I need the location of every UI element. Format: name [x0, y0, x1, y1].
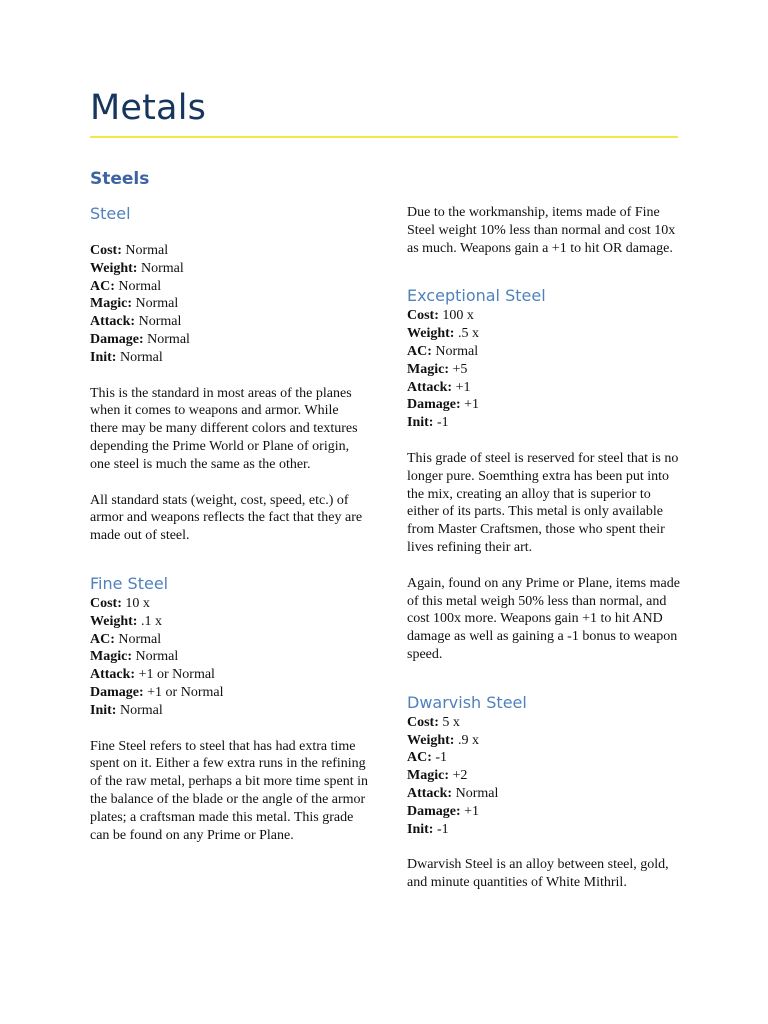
stat-label: Cost: [407, 308, 439, 324]
stat-value: Normal [135, 296, 179, 312]
stat-value: Normal [119, 702, 163, 718]
stat-label: AC: [90, 631, 115, 647]
stat-label: Weight: [90, 260, 138, 276]
exceptional-steel-heading: Exceptional Steel [407, 286, 546, 306]
stat-value: 10 x [125, 595, 150, 611]
stat-label: Magic: [407, 361, 449, 377]
stat-label: Init: [90, 349, 117, 365]
section-heading: Steels [90, 169, 150, 189]
stat-value: Normal [140, 260, 184, 276]
page-title: Metals [90, 88, 207, 128]
stat-label: Cost: [90, 595, 122, 611]
stat-label: Damage: [90, 684, 144, 700]
stat-row [407, 714, 685, 732]
stat-row [90, 331, 368, 349]
stat-value: +1 [455, 379, 471, 395]
stat-value: 5 x [442, 714, 460, 730]
stat-row [407, 767, 685, 785]
stat-value: Normal [119, 349, 163, 365]
stat-row [407, 785, 685, 803]
stat-row [90, 702, 368, 720]
stat-row [407, 325, 685, 343]
stat-label: Weight: [407, 732, 455, 748]
stat-label: Attack: [407, 785, 453, 801]
stat-label: Magic: [407, 768, 449, 784]
stat-value: Normal [125, 243, 169, 258]
dwarvish-steel-paragraph: Dwarvish Steel is an alloy between steel, gold, and minute quantities of White Mithril. [407, 857, 669, 891]
steel-paragraph: All standard stats (weight, cost, speed, etc.) of armor and weapons reflects the fact that they are made out of steel. [90, 492, 363, 544]
stat-value: .5 x [457, 326, 479, 342]
stat-label: Attack: [407, 379, 453, 395]
stat-label: Magic: [90, 296, 132, 312]
stat-value: Normal [118, 631, 162, 647]
stat-label: Damage: [90, 331, 144, 347]
fine-steel-heading: Fine Steel [90, 573, 169, 593]
stat-value: +5 [452, 361, 468, 377]
stat-label: Magic: [90, 649, 132, 665]
stat-row [90, 666, 368, 684]
stat-row [90, 613, 368, 631]
stat-row [407, 732, 685, 750]
stat-label: AC: [407, 750, 432, 766]
stat-row [407, 749, 685, 767]
steel-paragraph: This is the standard in most areas of the planes when it comes to weapons and armor. While there may be many different colors and textures depending the Prime World or Plane of origin, one steel is much the same as the other. [90, 385, 358, 472]
stat-value: +1 or Normal [147, 684, 224, 700]
steel-stats [90, 242, 368, 367]
title-underline [90, 136, 678, 138]
stat-label: Weight: [407, 326, 455, 342]
stat-label: Init: [90, 702, 117, 718]
stat-value: -1 [436, 821, 449, 837]
stat-row [90, 631, 368, 649]
stat-value: .9 x [457, 732, 479, 748]
fine-steel-continued-paragraph: Due to the workmanship, items made of Fine Steel weight 10% less than normal and cost 10x as much. Weapons gain a +1 to hit OR damage. [407, 205, 676, 256]
stat-row [90, 278, 368, 296]
stat-label: Init: [407, 821, 434, 837]
stat-row [407, 307, 685, 325]
dwarvish-steel-stats [407, 714, 685, 839]
stat-label: Damage: [407, 803, 461, 819]
right-column [407, 204, 685, 892]
stat-value: +2 [452, 768, 468, 784]
stat-label: Cost: [90, 243, 122, 258]
stat-row [407, 803, 685, 821]
stat-value: +1 or Normal [138, 667, 215, 683]
stat-label: Damage: [407, 397, 461, 413]
stat-row [90, 648, 368, 666]
stat-value: .1 x [140, 613, 162, 629]
stat-row [407, 414, 685, 432]
fine-steel-paragraph: Fine Steel refers to steel that has had extra time spent on it. Either a few extra runs in the refining of the raw metal, perhaps a bit more time spent in the balance of the blade or the angle of the armor plates; a craftsman made this metal. This grade can be found on any Prime or Plane. [90, 738, 368, 843]
stat-row [407, 361, 685, 379]
stat-row [90, 349, 368, 367]
stat-value: Normal [138, 314, 182, 330]
dwarvish-steel-heading: Dwarvish Steel [407, 692, 527, 712]
left-column [90, 203, 368, 844]
stat-row [90, 595, 368, 613]
stat-value: Normal [135, 649, 179, 665]
stat-value: -1 [436, 415, 449, 431]
exceptional-steel-paragraph: Again, found on any Prime or Plane, items made of this metal weigh 50% less than normal, and cost 100x more. Weapons gain +1 to hit AND damage as well as gaining a -1 bonus to weapon speed. [407, 575, 680, 662]
stat-value: Normal [118, 278, 162, 294]
steel-heading: Steel [90, 204, 131, 223]
stat-row [90, 313, 368, 331]
stat-row [407, 396, 685, 414]
stat-label: AC: [90, 278, 115, 294]
stat-row [90, 684, 368, 702]
stat-value: -1 [435, 750, 448, 766]
exceptional-steel-stats [407, 307, 685, 432]
stat-label: Init: [407, 415, 434, 431]
stat-label: Cost: [407, 714, 439, 730]
fine-steel-stats [90, 595, 368, 720]
stat-row [90, 242, 368, 260]
stat-row [90, 295, 368, 313]
stat-value: Normal [147, 331, 190, 347]
stat-row [407, 821, 685, 839]
stat-row [90, 260, 368, 278]
stat-row [407, 379, 685, 397]
stat-value: Normal [455, 785, 499, 801]
stat-value: 100 x [442, 308, 474, 324]
stat-row [407, 343, 685, 361]
exceptional-steel-paragraph: This grade of steel is reserved for steel that is no longer pure. Soemthing extra has been put into the mix, creating an alloy that is superior to either of its parts. This metal is only available from Master Craftsmen, those who spent their lives refining their art. [407, 450, 679, 555]
stat-label: Attack: [90, 667, 136, 683]
stat-value: +1 [464, 803, 480, 819]
stat-label: Attack: [90, 314, 136, 330]
stat-label: Weight: [90, 613, 138, 629]
stat-label: AC: [407, 343, 432, 359]
stat-value: Normal [435, 343, 479, 359]
stat-value: +1 [464, 397, 480, 413]
